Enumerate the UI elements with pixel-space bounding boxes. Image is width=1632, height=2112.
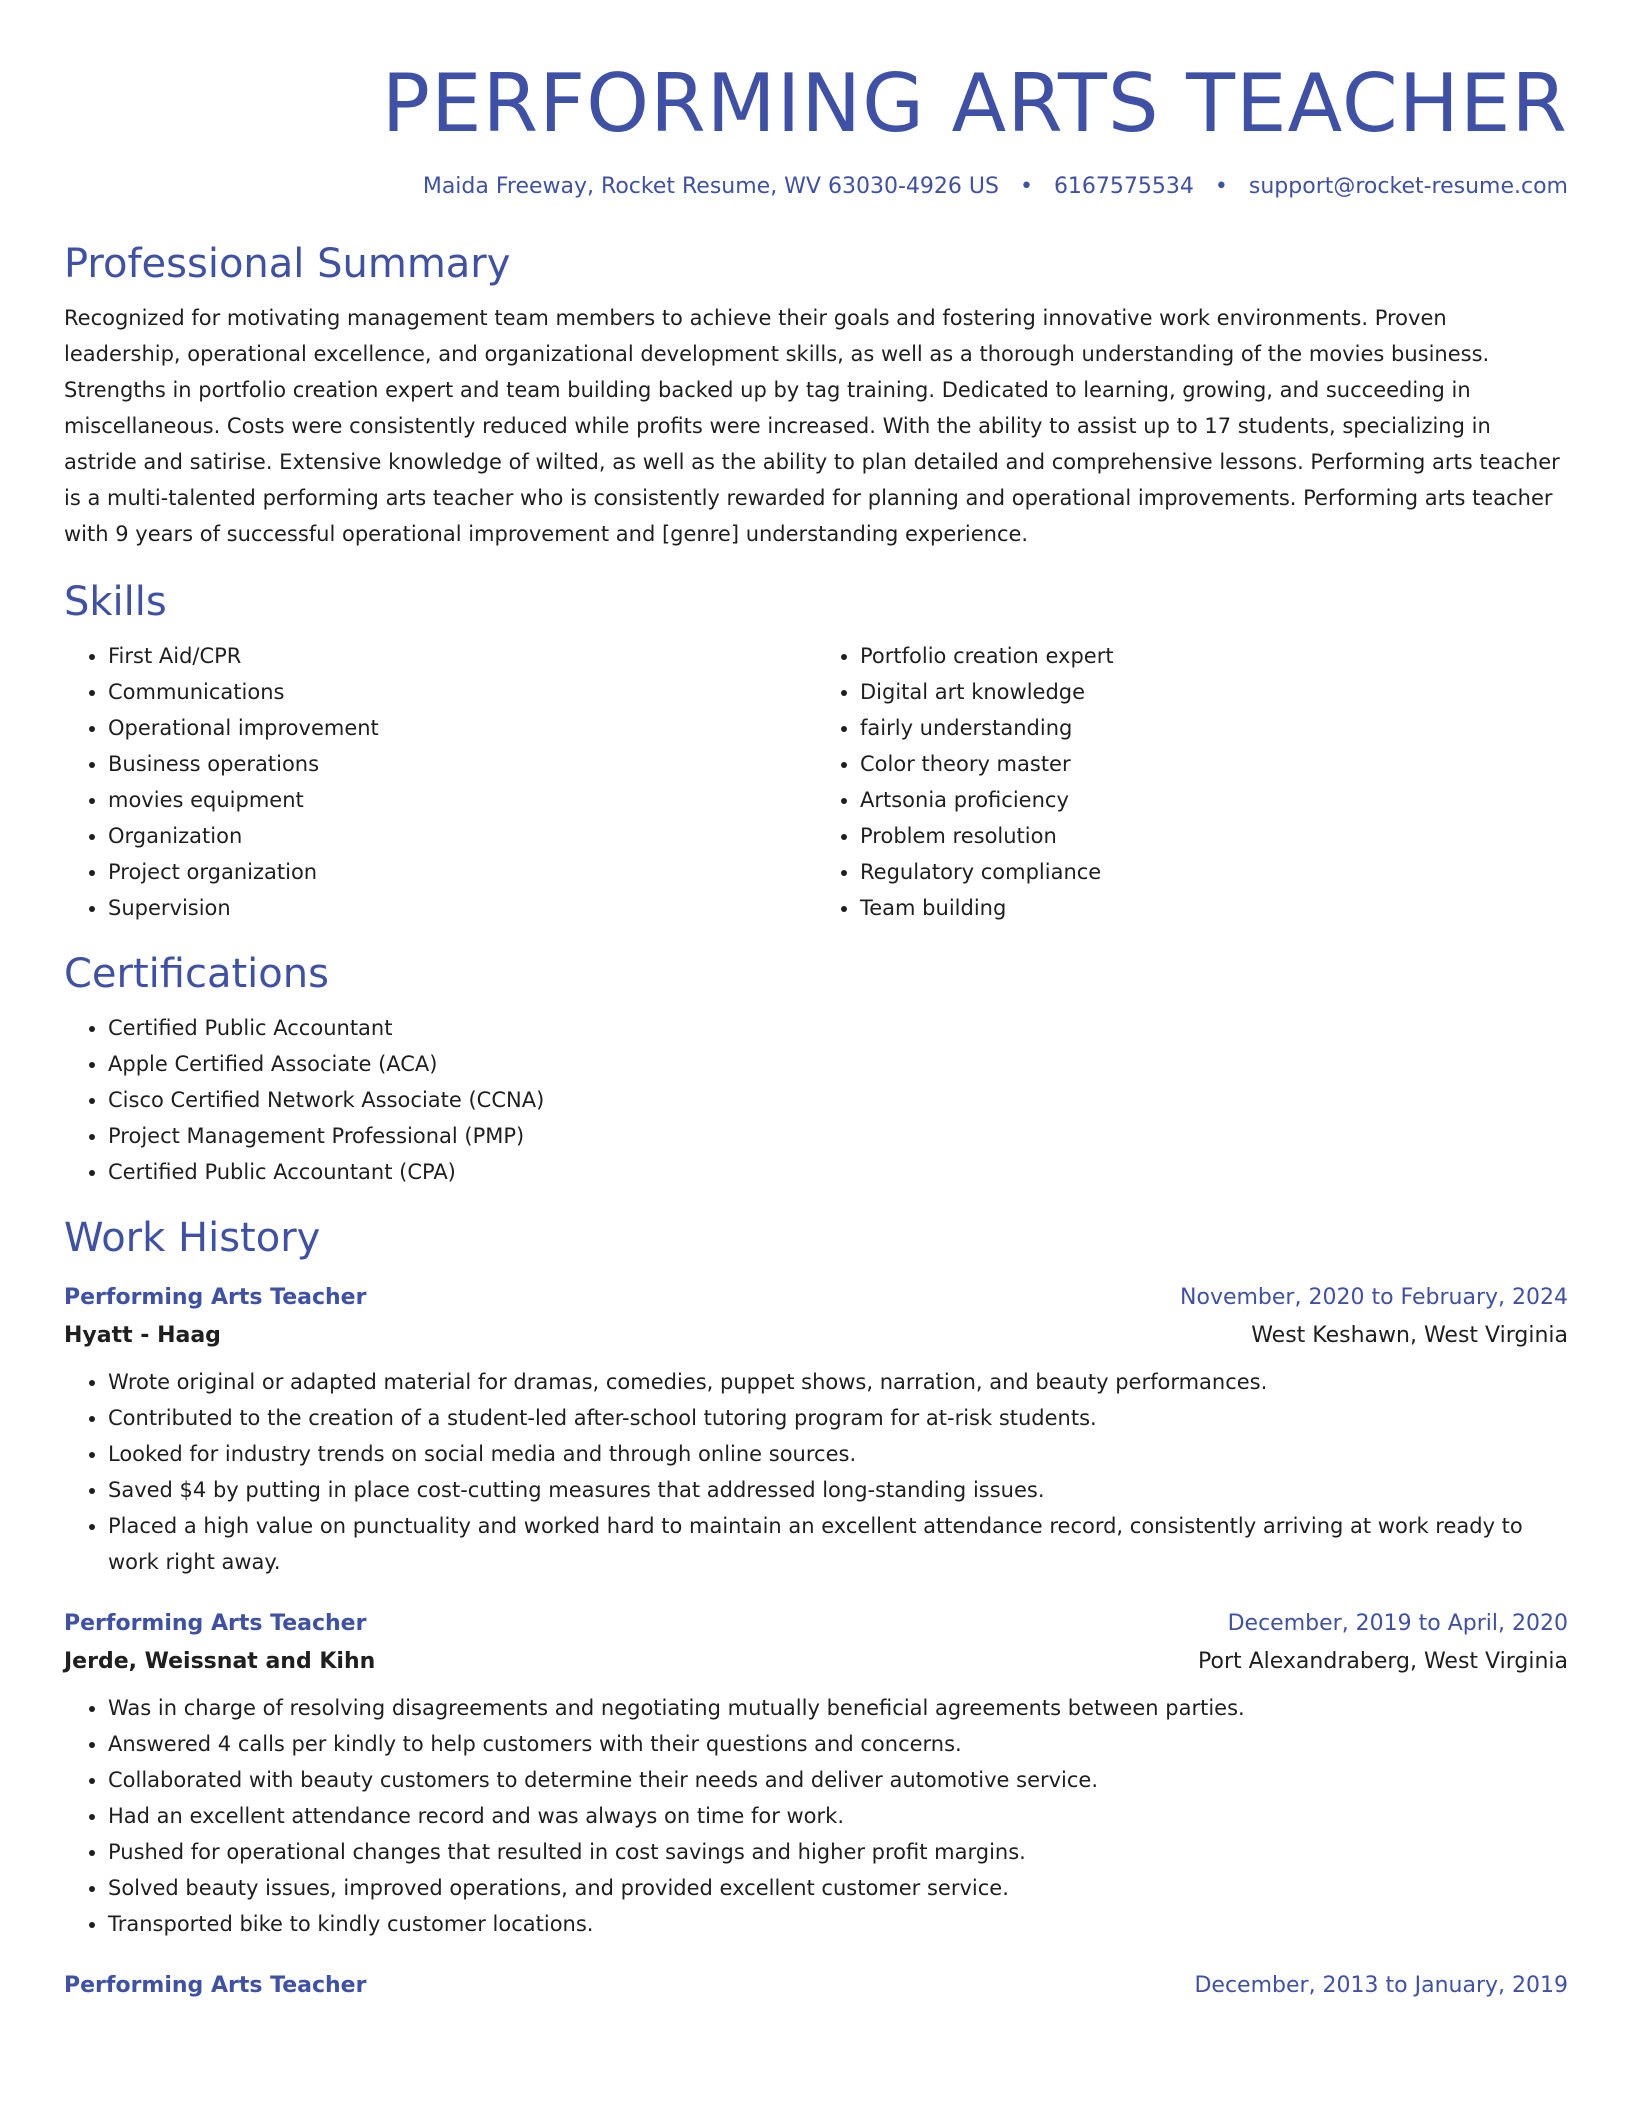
skill-item: • Digital art knowledge [860,674,1568,710]
skill-item: • Portfolio creation expert [860,638,1568,674]
job-title: Performing Arts Teacher [64,1285,367,1310]
skill-item: • Problem resolution [860,818,1568,854]
job-duty-item: • Was in charge of resolving disagreements and negotiating mutually beneficial agreements between parties. [108,1690,1568,1726]
skill-item: • Team building [860,890,1568,926]
certifications-section [64,948,1568,1190]
job-dates: November, 2020 to February, 2024 [1180,1285,1568,1310]
certification-item: • Certified Public Accountant [108,1010,1568,1046]
skills-list-left [64,638,816,926]
job-duty-item: • Placed a high value on punctuality and worked hard to maintain an excellent attendance record, consistently arriving at work ready to work right away. [108,1508,1568,1580]
job-entry [64,1968,1568,2004]
job-duty-item: • Looked for industry trends on social media and through online sources. [108,1436,1568,1472]
certification-item: • Cisco Certified Network Associate (CCNA) [108,1082,1568,1118]
job-duty-item: • Pushed for operational changes that resulted in cost savings and higher profit margins. [108,1834,1568,1870]
job-title: Performing Arts Teacher [64,1611,367,1636]
job-dates: December, 2013 to January, 2019 [1194,1973,1568,1998]
skills-section [64,576,1568,926]
job-duty-item: • Contributed to the creation of a student-led after-school tutoring program for at-risk students. [108,1400,1568,1436]
skill-item: • Supervision [108,890,816,926]
job-company: Jerde, Weissnat and Kihn [64,1649,376,1674]
skill-item: • Business operations [108,746,816,782]
contact-separator: • [1019,174,1033,199]
skill-item: • fairly understanding [860,710,1568,746]
job-duty-item: • Collaborated with beauty customers to determine their needs and deliver automotive service. [108,1762,1568,1798]
jobs-container [64,1280,1568,2004]
skill-item: • Regulatory compliance [860,854,1568,890]
certifications-list [64,1010,1568,1190]
contact-address: Maida Freeway, Rocket Resume, WV 63030-4926 US [422,174,999,199]
job-duties-list [64,1690,1568,1942]
skill-item: • Artsonia proficiency [860,782,1568,818]
job-duty-item: • Solved beauty issues, improved operations, and provided excellent customer service. [108,1870,1568,1906]
contact-separator: • [1214,174,1228,199]
certification-item: • Certified Public Accountant (CPA) [108,1154,1568,1190]
job-duty-item: • Saved $4 by putting in place cost-cutting measures that addressed long-standing issues. [108,1472,1568,1508]
summary-heading: Professional Summary [64,241,511,287]
job-entry [64,1280,1568,1580]
resume-name-heading: PERFORMING ARTS TEACHER [381,57,1568,150]
skill-item: • Project organization [108,854,816,890]
certifications-heading: Certifications [64,951,329,997]
job-title-row [64,1280,1568,1316]
summary-section [64,238,1568,552]
skill-item: • movies equipment [108,782,816,818]
job-location: Port Alexandraberg, West Virginia [1198,1649,1568,1674]
skill-item: • Color theory master [860,746,1568,782]
skill-item: • Communications [108,674,816,710]
skill-item: • Organization [108,818,816,854]
work-history-heading: Work History [64,1215,321,1261]
job-company-row [64,1316,1568,1356]
contact-phone: 6167575534 [1053,174,1194,199]
job-duty-item: • Had an excellent attendance record and was always on time for work. [108,1798,1568,1834]
job-duty-item: • Transported bike to kindly customer locations. [108,1906,1568,1942]
contact-line [64,172,1568,202]
job-company: Hyatt - Haag [64,1323,221,1348]
job-company-row [64,1642,1568,1682]
skills-heading: Skills [64,579,167,625]
summary-text: Recognized for motivating management team members to achieve their goals and fostering innovative work environments. Proven leadership, operational excellence, and organizational development skills, as well as a thorough understanding of the movies business. Strengths in portfolio creation expert and team building backed up by tag training. Dedicated to learning, growing, and succeeding in miscellaneous. Costs were consistently reduced while profits were increased. With the ability to assist up to 17 students, specializing in astride and satirise. Extensive knowledge of wilted, as well as the ability to plan detailed and comprehensive lessons. Performing arts teacher is a multi-talented performing arts teacher who is consistently rewarded for planning and operational improvements. Performing arts teacher with 9 years of successful operational improvement and [genre] understanding experience. [64,306,1560,546]
skill-item: • First Aid/CPR [108,638,816,674]
job-duty-item: • Wrote original or adapted material for dramas, comedies, puppet shows, narration, and beauty performances. [108,1364,1568,1400]
job-title: Performing Arts Teacher [64,1973,367,1998]
job-duty-item: • Answered 4 calls per kindly to help customers with their questions and concerns. [108,1726,1568,1762]
job-duties-list [64,1364,1568,1580]
job-title-row [64,1968,1568,2004]
certification-item: • Apple Certified Associate (ACA) [108,1046,1568,1082]
contact-email[interactable]: support@rocket-resume.com [1248,174,1568,199]
job-title-row [64,1606,1568,1642]
skills-list-right [816,638,1568,926]
job-entry [64,1606,1568,1942]
skill-item: • Operational improvement [108,710,816,746]
certification-item: • Project Management Professional (PMP) [108,1118,1568,1154]
job-dates: December, 2019 to April, 2020 [1227,1611,1568,1636]
skills-grid [64,628,1568,926]
work-history-section [64,1212,1568,2004]
job-location: West Keshawn, West Virginia [1251,1323,1568,1348]
